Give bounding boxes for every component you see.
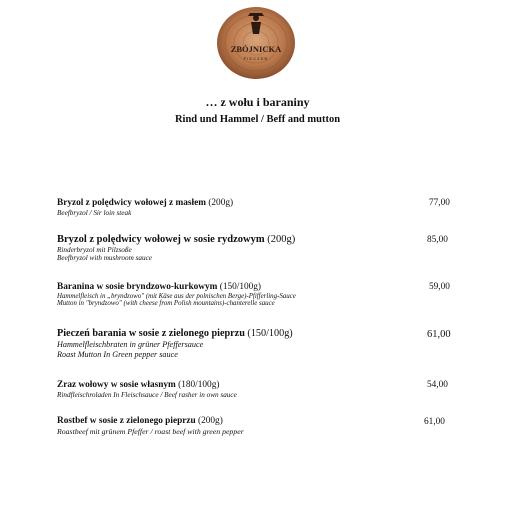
dish-name: Rostbef w sosie z zielonego pieprzu <box>57 416 196 426</box>
dish-description: Beefbryzol / Sir loin steak <box>57 209 132 217</box>
menu-item <box>57 380 467 399</box>
dish-name: Bryzol z polędwicy wołowej w sosie rydzowym <box>57 234 265 245</box>
dish-portion: (180/100g) <box>178 380 220 390</box>
dish-description: Mutton in "bryndzowo" (with cheese from Polish mountains)-chanterelle sauce <box>57 300 275 307</box>
menu-item <box>57 234 467 262</box>
dish-name: Pieczeń barania w sosie z zielonego pieprzu <box>57 328 245 339</box>
menu-item <box>57 416 467 436</box>
dish-name: Bryzol z polędwicy wołowej z masłem <box>57 198 206 208</box>
dish-price: 61,00 <box>427 329 451 340</box>
dish-description: Rinderbryzol mit Pilzsoße <box>57 246 132 254</box>
menu-item <box>57 282 467 307</box>
dish-description: Roast Mutton In Green pepper sauce <box>57 350 178 359</box>
dish-price: 54,00 <box>427 380 448 390</box>
dish-description: Hammelfleischbraten in grüner Pfeffersauce <box>57 340 204 349</box>
dish-name: Zraz wołowy w sosie własnym <box>57 380 176 390</box>
dish-portion: (200g) <box>267 234 296 245</box>
dish-portion: (150/100g) <box>247 328 293 339</box>
dish-name: Baranina w sosie bryndzowo-kurkowym <box>57 282 218 292</box>
section-title: … z wołu i baraniny <box>205 95 310 109</box>
logo-title: ZBÓJNICKA <box>230 44 282 54</box>
dish-portion: (150/100g) <box>219 282 262 292</box>
logo-emblem-icon <box>215 4 297 82</box>
dish-description: Roastbeef mit grünem Pfeffer / roast beef with green pepper <box>57 427 244 436</box>
dish-portion: (200g) <box>208 198 234 208</box>
dish-price: 85,00 <box>427 235 448 245</box>
menu-item <box>57 328 467 359</box>
dish-price: 77,00 <box>429 198 450 208</box>
dish-description: Hammelfleisch in „bryndzowo" (mit Käse aus der polnischen Berge)-Pfifferling-Sauce <box>57 293 296 300</box>
logo-subtitle: PIECZEŃ <box>243 57 269 61</box>
dish-price: 59,00 <box>429 282 450 292</box>
dish-price: 61,00 <box>424 417 445 427</box>
dish-portion: (200g) <box>198 416 223 426</box>
dish-description: Rindfleischroladen In Fleischsauce / Beef rasher in own sauce <box>57 391 237 399</box>
section-subtitle: Rind und Hammel / Beff and mutton <box>174 114 341 125</box>
menu-item <box>57 198 467 217</box>
dish-description: Beefbryzol with mushroom sauce <box>57 254 152 262</box>
restaurant-logo <box>215 4 297 82</box>
